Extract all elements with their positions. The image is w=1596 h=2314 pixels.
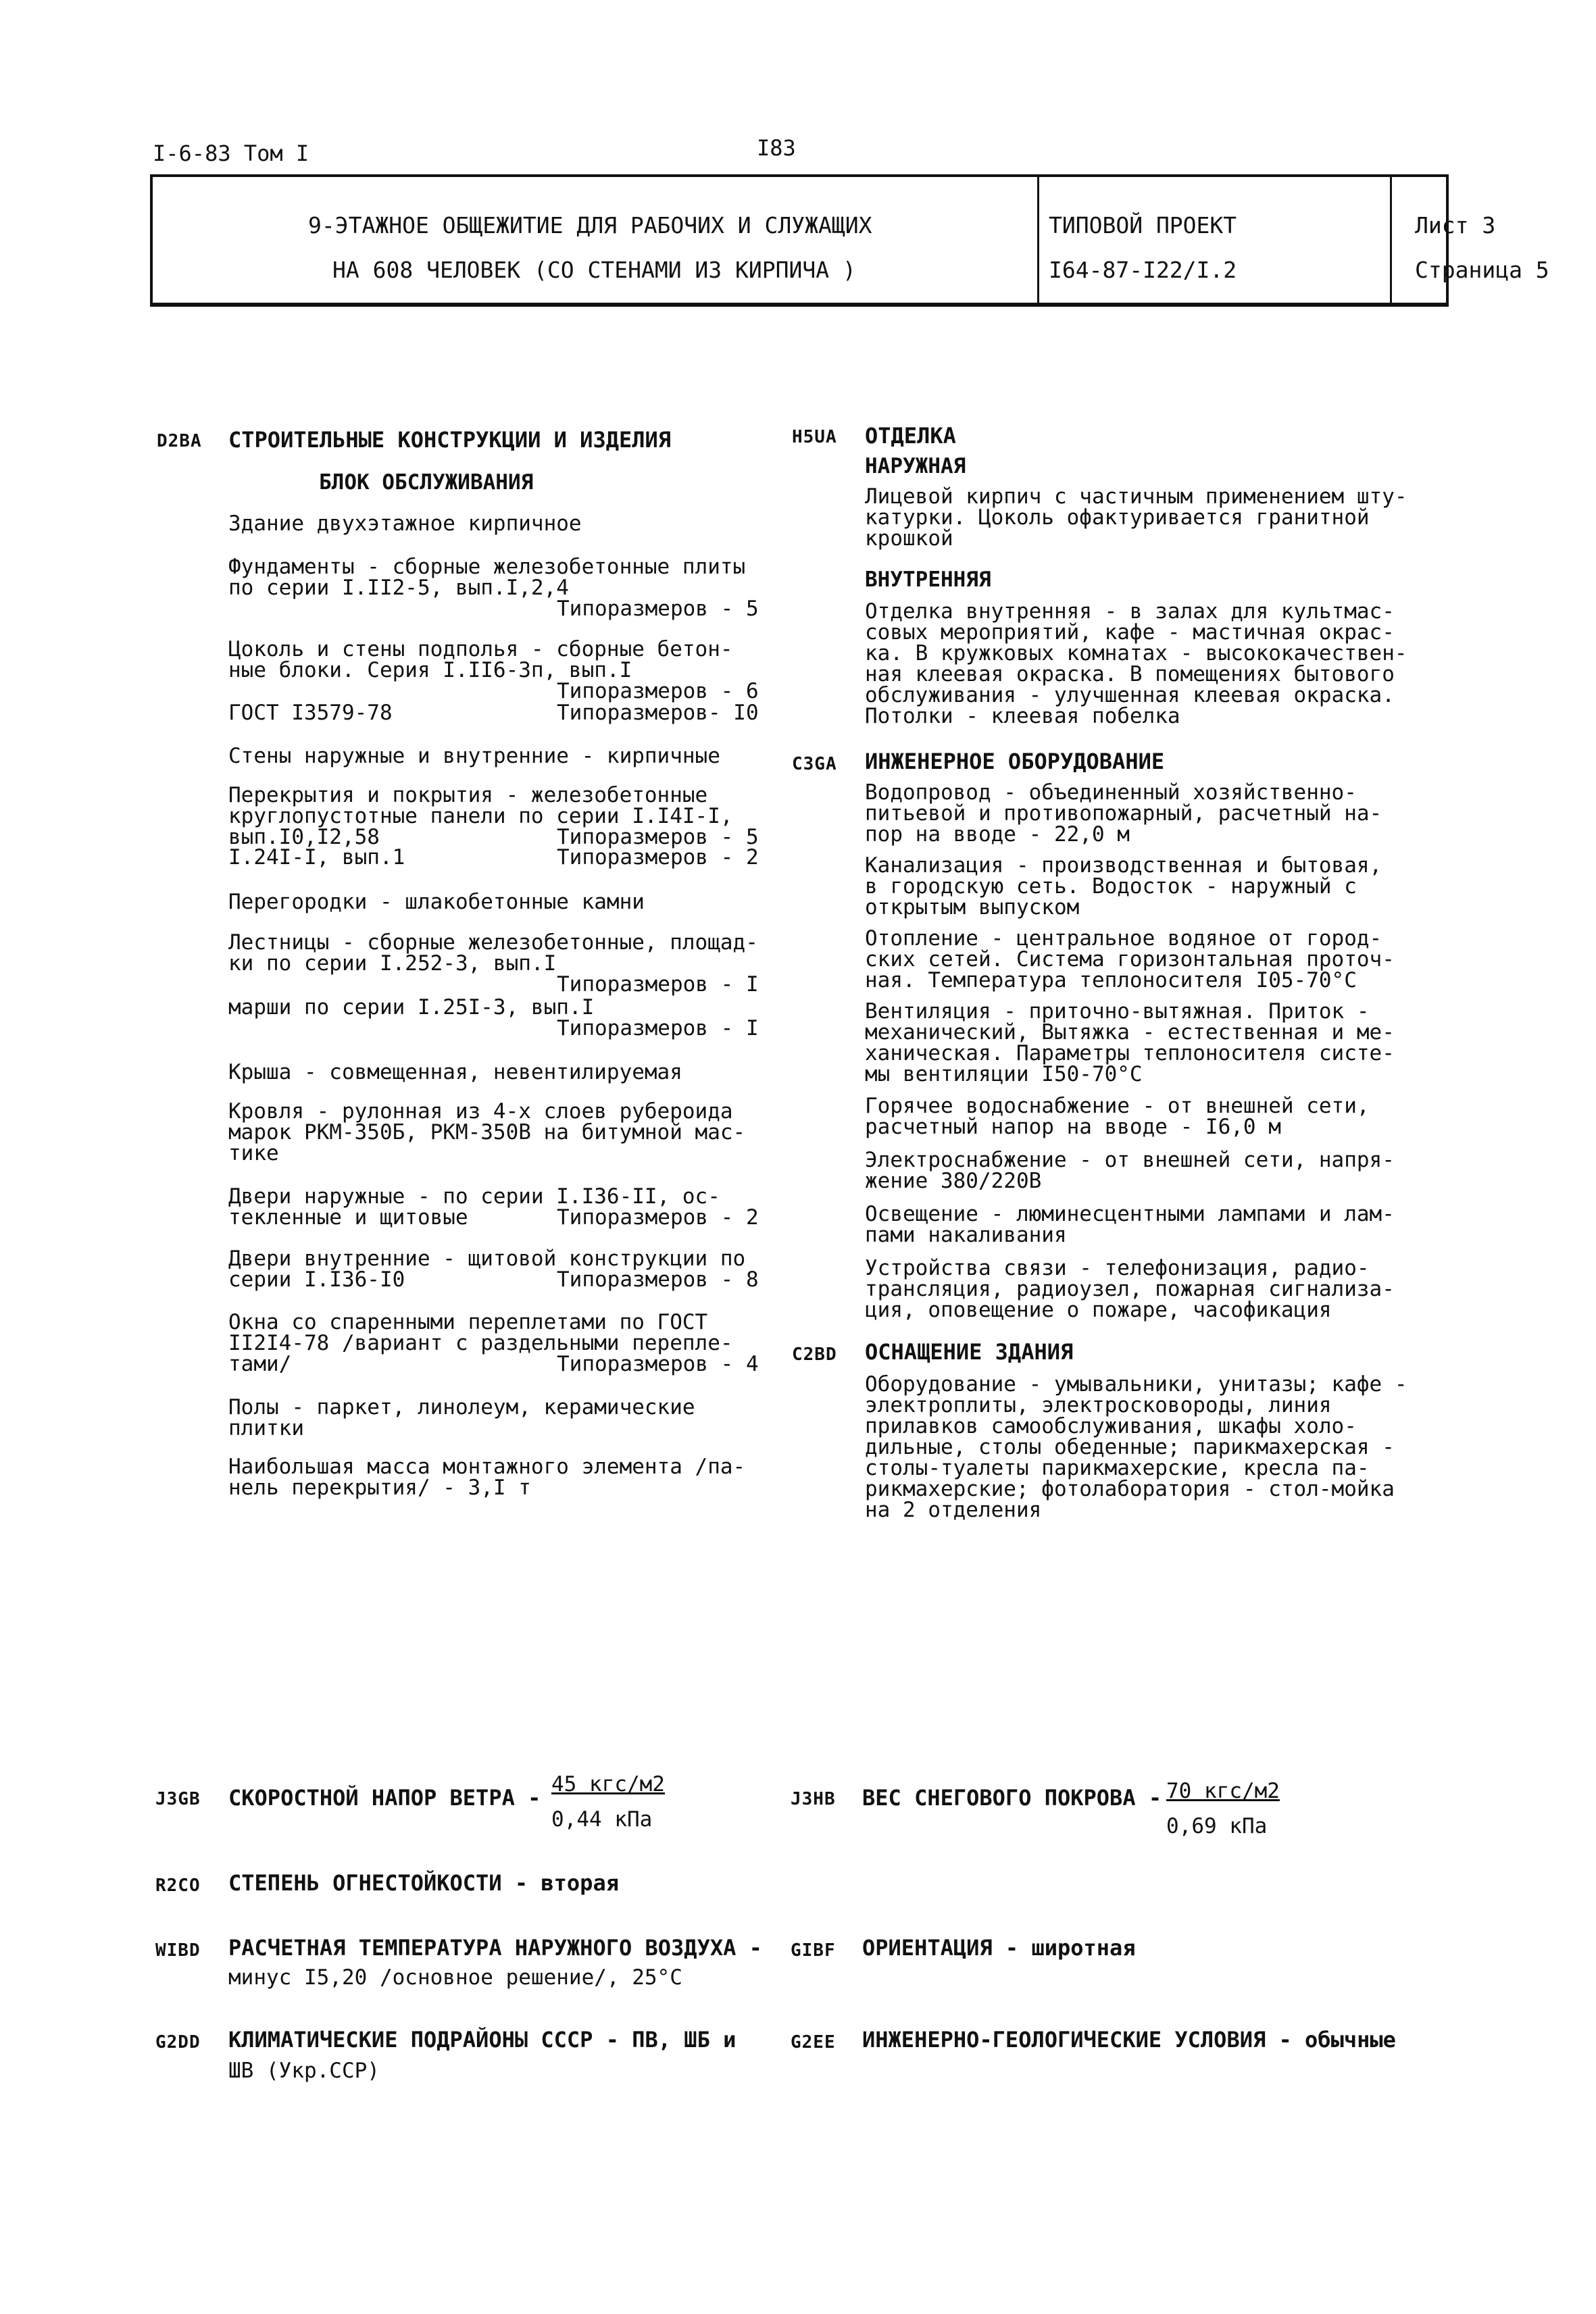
section-code-c3ga: C3GA (792, 754, 837, 774)
text-slabs-series: вып.I0,I2,58 (228, 825, 380, 849)
text-slabs-count: Типоразмеров - 5 (557, 825, 759, 849)
code-snow: J3HB (791, 1789, 836, 1809)
wind-pressure-label: СКОРОСТНОЙ НАПОР ВЕТРА - (228, 1785, 541, 1811)
text-windows: Окна со спаренными переплетами по ГОСТ II2I4-78 /вариант с раздельными перепле- (228, 1310, 733, 1355)
section-title-finish: ОТДЕЛКА (865, 423, 956, 449)
wind-pressure-kpa: 0,44 кПа (551, 1807, 653, 1832)
section-code-d2ba: D2BA (157, 431, 202, 451)
section-title-engineering: ИНЖЕНЕРНОЕ ОБОРУДОВАНИЕ (865, 749, 1165, 774)
stamp-title-cell (153, 177, 1039, 303)
text-roof: Крыша - совмещенная, невентилируемая (228, 1060, 682, 1084)
code-geology: G2EE (791, 2032, 836, 2053)
wind-pressure-kgs: 45 кгс/м2 (551, 1772, 665, 1796)
text-partitions: Перегородки - шлакобетонные камни (228, 890, 645, 914)
stamp-project-label: ТИПОВОЙ ПРОЕКТ (1049, 212, 1237, 238)
text-sewerage: Канализация - производственная и бытовая, в городскую сеть. Водосток - наружный с открытым выпуском (865, 853, 1382, 920)
text-max-mass: Наибольшая масса монтажного элемента /па- нель перекрытия/ - 3,I т (228, 1455, 746, 1500)
text-plinth: Цоколь и стены подполья - сборные бетон- ные блоки. Серия I.II6-3п, вып.I Типоразмеров - 6 (228, 637, 759, 703)
text-doors-int-series: серии I.I36-I0 (228, 1267, 405, 1292)
snow-load-label: ВЕС СНЕГОВОГО ПОКРОВА - (862, 1785, 1162, 1811)
section-title-constructions: СТРОИТЕЛЬНЫЕ КОНСТРУКЦИИ И ИЗДЕЛИЯ (228, 427, 672, 453)
text-flights: марши по серии I.25I-3, вып.I Типоразмеров - I (228, 995, 759, 1040)
text-walls: Стены наружные и внутренние - кирпичные (228, 744, 720, 768)
stamp-title-line2: НА 608 ЧЕЛОВЕК (СО СТЕНАМИ ИЗ КИРПИЧА ) (332, 257, 856, 283)
stamp-project-cell (1039, 177, 1392, 303)
text-outer-finish: Лицевой кирпич с частичным применением шту- катурки. Цоколь офактуривается гранитной крошкой (865, 484, 1407, 551)
text-doors-int-count: Типоразмеров - 8 (557, 1267, 759, 1292)
text-doors-ext: Двери наружные - по серии I.I36-II, ос- (228, 1184, 720, 1209)
section-code-h5ua: H5UA (792, 427, 837, 447)
text-windows-count: Типоразмеров - 4 (557, 1352, 759, 1376)
text-lighting: Освещение - люминесцентными лампами и лам- пами накаливания (865, 1202, 1395, 1247)
code-orientation: GIBF (791, 1940, 836, 1961)
stamp-sheet-cell (1392, 177, 1549, 303)
text-gost-left: ГОСТ I3579-78 (228, 701, 393, 725)
code-fire: R2CO (155, 1876, 201, 1896)
text-roofing: Кровля - рулонная из 4-х слоев рубероида марок РКМ-350Б, РКМ-350В на битумной мас- тике (228, 1099, 746, 1165)
section-code-c2bd: C2BD (792, 1344, 837, 1365)
text-slabs: Перекрытия и покрытия - железобетонные круглопустотные панели по серии I.I4I-I, (228, 783, 733, 828)
climate-regions-cont: ШВ (Укр.ССР) (228, 2059, 380, 2083)
subsection-service-block: БЛОК ОБСЛУЖИВАНИЯ (319, 470, 534, 495)
text-gost-right: Типоразмеров- I0 (557, 701, 759, 725)
text-communications: Устройства связи - телефонизация, радио- трансляция, радиоузел, пожарная сигнализа- ция, оповещение о пожаре, часофикация (865, 1256, 1395, 1322)
stamp-project-number: I64-87-I22/I.2 (1049, 257, 1237, 283)
code-wind: J3GB (155, 1789, 201, 1809)
text-slabs-count2: Типоразмеров - 2 (557, 845, 759, 870)
text-slabs-series2: I.24I-I, вып.1 (228, 845, 405, 870)
text-building: Здание двухэтажное кирпичное (228, 511, 582, 536)
text-doors-ext-count: Типоразмеров - 2 (557, 1205, 759, 1230)
text-equipment: Оборудование - умывальники, унитазы; кафе - электроплиты, электросковороды, линия прилавков самообслуживания, шкафы холо- дильные, столы обеденные; парикмахерская - столы-туалеты парикмахерские, кресла па- рикмахерские; фотолаборатория - стол-мойка на 2 отделения (865, 1372, 1407, 1522)
section-title-equipment: ОСНАЩЕНИЕ ЗДАНИЯ (865, 1339, 1074, 1365)
text-foundations: Фундаменты - сборные железобетонные плиты по серии I.II2-5, вып.I,2,4 Типоразмеров - 5 (228, 555, 759, 621)
stamp-page: Страница 5 (1415, 257, 1549, 283)
design-temperature-value: минус I5,20 /основное решение/, 25°С (228, 1965, 682, 1990)
snow-load-kgs: 70 кгс/м2 (1166, 1779, 1280, 1803)
title-stamp (150, 174, 1549, 307)
document-reference: I-6-83 Том I (153, 141, 309, 166)
text-inner-finish: Отделка внутренняя - в залах для культмас- совых мероприятий, кафе - мастичная окрас- ка. В кружковых комнатах - высококачествен- ная клеевая окраска. В помещениях бытового обслуживания - улучшенная клеевая окраска. Потолки - клеевая побелка (865, 599, 1407, 728)
text-doors-ext-type: текленные и щитовые (228, 1205, 468, 1230)
design-temperature-label: РАСЧЕТНАЯ ТЕМПЕРАТУРА НАРУЖНОГО ВОЗДУХА - (228, 1935, 762, 1961)
orientation: ОРИЕНТАЦИЯ - широтная (862, 1935, 1136, 1961)
subsection-inner: ВНУТРЕННЯЯ (865, 568, 991, 592)
text-hot-water: Горячее водоснабжение - от внешней сети, расчетный напор на вводе - I6,0 м (865, 1094, 1370, 1139)
text-doors-int: Двери внутренние - щитовой конструкции по (228, 1247, 746, 1271)
text-stairs: Лестницы - сборные железобетонные, площад- ки по серии I.252-3, вып.I Типоразмеров - I (228, 930, 759, 997)
text-power: Электроснабжение - от внешней сети, напря- жение 380/220В (865, 1148, 1395, 1193)
text-water-supply: Водопровод - объединенный хозяйственно- питьевой и противопожарный, расчетный на- пор на вводе - 22,0 м (865, 780, 1382, 847)
geology-conditions: ИНЖЕНЕРНО-ГЕОЛОГИЧЕСКИЕ УСЛОВИЯ - обычные (862, 2027, 1396, 2053)
text-floors: Полы - паркет, линолеум, керамические плитки (228, 1395, 695, 1440)
stamp-title-line1: 9-ЭТАЖНОЕ ОБЩЕЖИТИЕ ДЛЯ РАБОЧИХ И СЛУЖАЩИХ (308, 212, 872, 238)
climate-regions: КЛИМАТИЧЕСКИЕ ПОДРАЙОНЫ СССР - ПВ, ШБ и (228, 2027, 737, 2053)
subsection-outer: НАРУЖНАЯ (865, 454, 966, 478)
code-temperature: WIBD (155, 1940, 201, 1961)
text-heating: Отопление - центральное водяное от город- ских сетей. Система горизонтальная проточ- ная. Температура теплоносителя I05-70°С (865, 926, 1395, 992)
page-number: I83 (757, 135, 796, 161)
fire-resistance: СТЕПЕНЬ ОГНЕСТОЙКОСТИ - вторая (228, 1870, 619, 1896)
stamp-sheet: Лист 3 (1415, 212, 1496, 238)
code-climate: G2DD (155, 2032, 201, 2053)
snow-load-kpa: 0,69 кПа (1166, 1814, 1268, 1838)
text-ventilation: Вентиляция - приточно-вытяжная. Приток - механический, Вытяжка - естественная и ме- ханическая. Параметры теплоносителя систе- мы вентиляции I50-70°С (865, 999, 1395, 1086)
text-windows-tail: тами/ (228, 1352, 292, 1376)
